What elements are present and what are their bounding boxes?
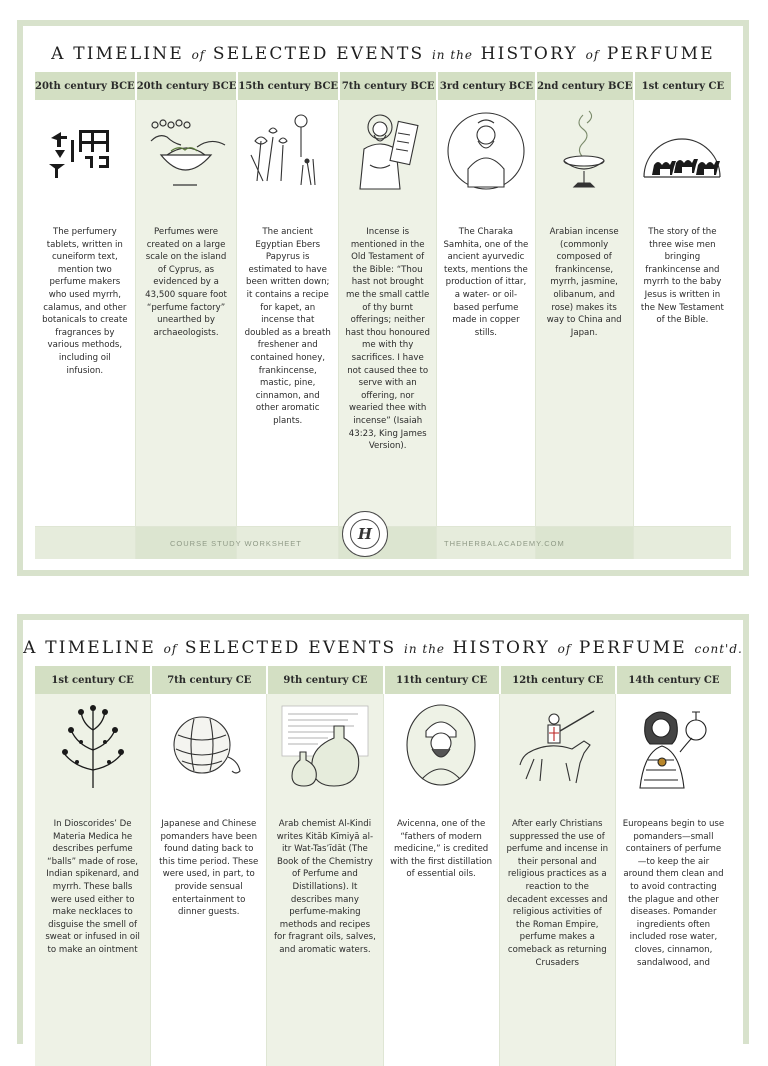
event-description: Perfumes were created on a large scale on the island of Cyprus, as evidenced by a 43,500 square foot “perfume factory” unearthed by archaeologists. [145, 227, 227, 338]
event-description: Incense is mentioned in the Old Testament of the Bible: “Thou hast not brought me the small cattle of thy burnt offerings; neither hast thou honoured me with thy sacrifices. I have not caused thee to serve with an offering, nor wearied thee with incense” (Isaiah 43:23, King James Version). [345, 227, 430, 452]
footer-website: THEHERBALACADEMY.COM [444, 539, 565, 548]
footer-course-label: COURSE STUDY WORKSHEET [170, 539, 302, 548]
event-description: The ancient Egyptian Ebers Papyrus is estimated to have been written down; it contains a recipe for kapet, an incense that doubled as a breath freshener and contained honey, frankincense, mastic, pine, cinnamon, and other aromatic plants. [244, 227, 331, 426]
timeline-column [236, 72, 338, 559]
seated-sage-portrait-icon [444, 109, 528, 193]
timeline-column [35, 72, 135, 559]
seal-letter: H [350, 519, 380, 549]
three-camels-icon [638, 111, 726, 191]
cuneiform-tablet-icon [45, 116, 125, 186]
avicenna-portrait-icon [400, 701, 482, 789]
timeline-column [615, 666, 731, 1066]
woman-with-pomander-icon [628, 700, 718, 790]
page-title: A TIMELINE of SELECTED EVENTS in the HISTORY of PERFUME cont'd. [23, 638, 743, 658]
pomander-ball-icon [164, 705, 254, 785]
glass-flasks-and-manuscript-icon [278, 702, 372, 788]
timeline-column [338, 72, 436, 559]
event-description: The Charaka Samhita, one of the ancient ayurvedic texts, mentions the production of ittar, a water- or oil-based perfume made in copper stills. [443, 227, 529, 338]
event-description: Japanese and Chinese pomanders have been found dating back to this time period. These were used, in part, to provide sensual entertainment to dinner guests. [159, 819, 259, 918]
era-header: 20th century BCE [135, 72, 237, 100]
era-header: 12th century CE [499, 666, 615, 694]
era-header: 1st century CE [35, 666, 150, 694]
event-description: Europeans begin to use pomanders—small containers of perfume—to keep the air around them clean and to avoid contracting the plague and other diseases. Pomander ingredients often included rose water, cloves, cinnamon, sandalwood, and [622, 819, 725, 968]
event-description: Arabian incense (commonly composed of frankincense, myrrh, jasmine, olibanum, and rose) makes its way to China and Japan. [546, 227, 622, 338]
timeline-column [35, 666, 150, 1066]
timeline-column [135, 72, 237, 559]
timeline-column [436, 72, 534, 559]
herbal-academy-seal [342, 511, 388, 557]
crusader-knight-on-horse-icon [512, 703, 602, 787]
botanical-plant-icon [53, 700, 133, 790]
mortar-and-hands-icon [141, 111, 231, 191]
event-description: In Dioscorides’ De Materia Medica he describes perfume “balls” made of rose, Indian spikenard, and myrrh. These balls were used either to make necklaces to disguise the smell of sweat or infused in oil to make an ointment [45, 819, 140, 955]
era-header: 15th century BCE [236, 72, 338, 100]
era-header: 9th century CE [266, 666, 382, 694]
timeline-column [633, 72, 731, 559]
page-title: A TIMELINE of SELECTED EVENTS in the HISTORY of PERFUME [51, 44, 715, 64]
era-header: 11th century CE [383, 666, 499, 694]
event-description: Arab chemist Al-Kindi writes Kitāb Kīmiyā al-itr Wat-Tas’īdāt (The Book of the Chemistry of Perfume and Distillations). It describes many perfume-making methods and recipes for fragrant oils, salves, and aromatic waters. [273, 819, 376, 955]
era-header: 7th century CE [150, 666, 266, 694]
era-header: 3rd century BCE [436, 72, 534, 100]
era-header: 7th century BCE [338, 72, 436, 100]
timeline-grid [35, 72, 731, 559]
timeline-grid [35, 666, 731, 1066]
timeline-column [266, 666, 382, 1066]
timeline-page-1 [17, 20, 749, 576]
era-header: 20th century BCE [35, 72, 135, 100]
timeline-page-2 [17, 614, 749, 1044]
event-description: Avicenna, one of the “fathers of modern medicine,” is credited with the first distillation of essential oils. [390, 819, 493, 880]
era-header: 2nd century BCE [535, 72, 633, 100]
era-header: 1st century CE [633, 72, 731, 100]
timeline-column [150, 666, 266, 1066]
event-description: After early Christians suppressed the use of perfume and incense in their personal and religious practices as a reaction to the decadent excesses and religious activities of the Roman Empire, perfume makes a comeback as returning Crusaders [506, 819, 609, 968]
timeline-column [535, 72, 633, 559]
timeline-column [499, 666, 615, 1066]
timeline-column [383, 666, 499, 1066]
incense-burner-icon [549, 107, 619, 195]
era-header: 14th century CE [615, 666, 731, 694]
event-description: The story of the three wise men bringing frankincense and myrrh to the baby Jesus is written in the New Testament of the Bible. [640, 227, 724, 326]
egyptian-papyrus-plants-icon [243, 111, 333, 191]
event-description: The perfumery tablets, written in cuneiform text, mention two perfume makers who used myrrh, calamus, and other botanicals to create fragrances by various methods, including oil infusion. [42, 227, 128, 376]
bearded-saint-with-tablet-icon [348, 109, 428, 193]
